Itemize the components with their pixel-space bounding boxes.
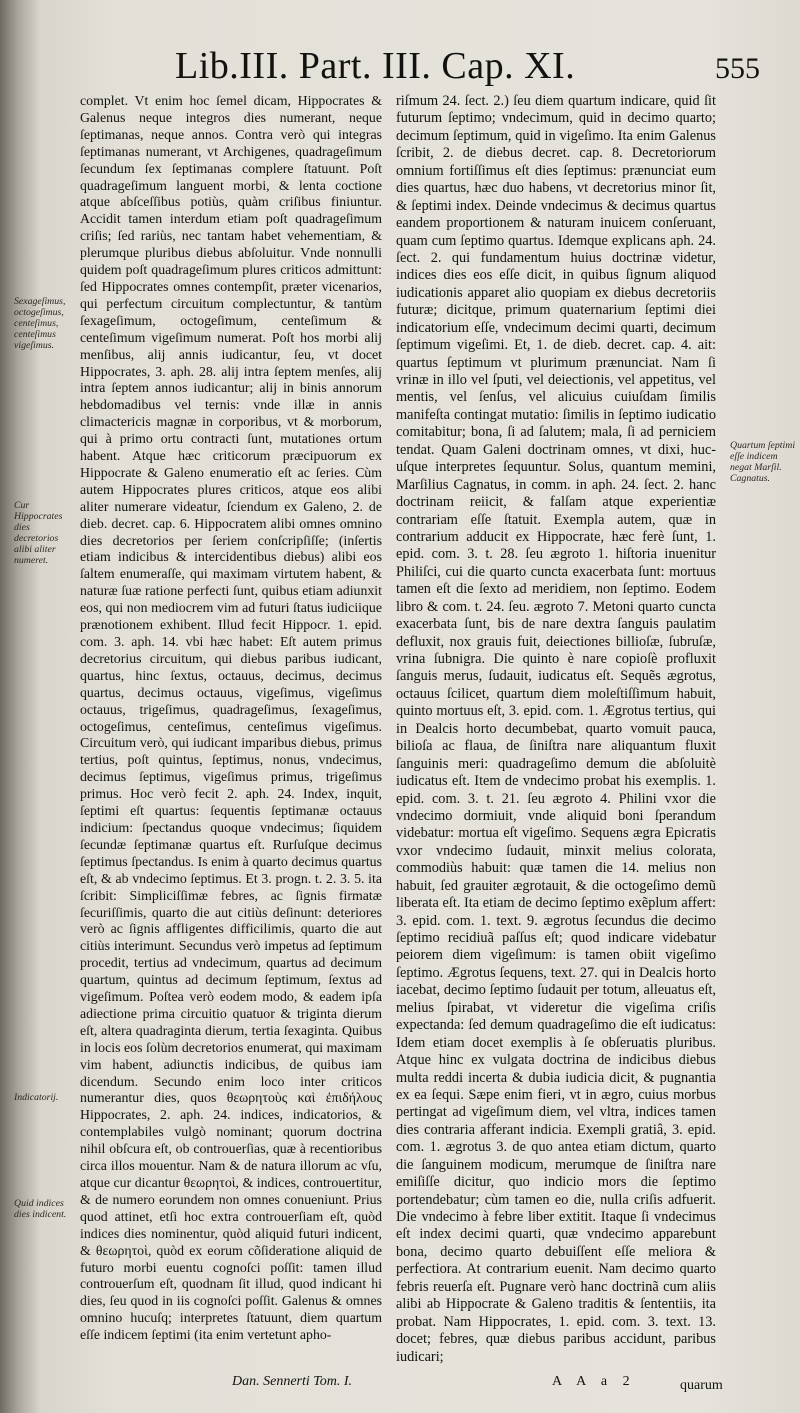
- right-column-text: riſmum 24. ſect. 2.) ſeu diem quartum indicare, quid ſit futurum ſeptimo; vndecimum, quid in decimo quarto; decimum ſeptimum, quid in vigeſimo. Ita enim Galenus ſcribit, 2. de diebus decret. cap. 8. Decretoriorum omnium fortiſſimus eſt dies ſeptimus: prænunciat eum dies quartus, hæc duo habens, vt decretorius minor ſit, & ſeptimi index. Deinde vndecimus & decimus quartus eandem proportionem & naturam inuicem conſeruant, quam cum ſeptimo quartus. Idemque explicans aph. 24. ſect. 2. qui fundamentum huius doctrinæ videtur, indices dies eos eſſe dicit, in quibus ſignum aliquod iudicationis apparet alio quopiam ex diebus decretoriis futuræ; dicitque, primum quaternarium ſeptimi diei indicatorium eſſe, vndecimum decimi quarti, decimum ſeptimum vigeſimi. Et, 1. de dieb. decret. cap. 4. ait: quartus ſeptimum vt plurimum prænunciat. Nam ſi vrinæ in illo vel ſputi, vel deiectionis, vel appetitus, vel mentis, vel ſenſus, vel alicuius cuiuſdam ſimilis manifeſta contingat mutatio: ſimilis in ſeptimo iudicatio comitabitur; bona, ſi ad ſalutem; mala, ſi ad perniciem tendat. Quam Galeni doctrinam omnes, vt dixi, huc-uſque interpretes ſequuntur. Solus, quantum memini, Marſilius Cagnatus, in comm. in aph. 24. ſect. 2. hanc doctrinam reiicit, & falſam atque experientiæ contrariam eſſe ſtatuit. Exempla autem, quæ in contrarium adducit ex Hippocrate, hæc ferè ſunt, 1. epid. com. 3. t. 28. ſeu ægroto 1. hiſtoria inuenitur Philiſci, cui die quarto cuncta exacerbata ſunt: mortuus tamen eſt die ſexto ad meridiem, non ſeptimo. Eodem libro & com. t. 24. ſeu. ægroto 7. Metoni quarto cuncta exacerbata ſunt, bis de nare dextra ſanguis paulatim defluxit, nox grauis fuit, deiectiones billioſæ, ſubruſæ, vrina ſubnigra. Die quinto è nare copioſè profluxit ſanguis merus, ſudauit, iudicatus eſt. Sequẽs ægrotus, octauus ſcilicet, quartum diem moleſtiſſimum habuit, quinto mortuus eſt, 3. epid. com. 1. Ægrotus tertius, qui in Dealcis horto decumbebat, quarto vomuit pauca, bilioſa ac flaua, de ſiniſtra nare aliquantum fluxit ſanguinis meri: quadrageſimo demum die abſoluitè iudicatus eſt. Item de vndecimo probat his exemplis. 1. epid. com. 3. t. 21. ſeu ægroto 4. Philini vxor die vndecimo dormiuit, vnde aliquid boni ſperandum videbatur: mortua eſt vigeſimo. Sequens ægra Epicratis vxor vndecimo ſudauit, minxit melius colorata, commodiùs habuit: quæ tamen die 14. melius non habuit, ſed grauiter ægrotauit, & die octogeſimo demũ liberata eſt. Ita etiam de decimo ſeptimo exẽplum affert: 3. epid. com. 1. text. 9. ægrotus ſecundus die decimo ſeptimo recidiuã paſſus eſt; quod indicare videbatur peiorem diem vigeſimum: is tamen obiit vigeſimo ſeptimo. Ægrotus ſequens, text. 27. qui in Dealcis horto iacebat, decimo ſeptimo ſudauit per totum, alleuatus eſt, melius ſpirabat, vt videretur die vigeſima criſis expectanda: ſed demum quadrageſimo die eſt iudicatus: Idem etiam docet exemplis à ſe obſeruatis pluribus. Atque hinc ex vulgata doctrina de indicibus diebus multa reddi incerta & dubia iudicia dicit, & pugnantia ex ea ſequi. Sæpe enim fieri, vt in ægro, cuius morbus pertingat ad vigeſimum diem, vel vltra, indices tamen dies contraria afferant indicia. Exempli gratiâ, 3. epid. com. 1. ægrotus 3. de quo antea etiam dictum, quarto die ſanguinem modicum, merumque de ſiniſtra nare emiſiſſe dicitur, quo indicio mors die ſeptimo portendebatur; cùm tamen eo die, nulla criſis adfuerit. Die vndecimo à febre liber extitit. Itaque ſi vndecimus eſt index decimi quarti, quæ vndecimo apparebunt bona, decimo quarto debuiſſent eſſe meliora & perfectiora. At contrarium euenit. Nam decimo quarto febris reuerſa eſt. Pugnare verò hanc doctrinã cum aliis alibi ab Hippocrate & Galeno traditis & ſententiis, ita probat. Nam Hippocrates, 1. epid. com. 3. text. 13. docet; febres, quæ diebus paribus accidunt, paribus iudicari;: [396, 93, 716, 1365]
- page-header: [150, 44, 790, 90]
- margin-note-left-4: Quid indices dies indicent.: [14, 1198, 67, 1220]
- margin-note-left-2: Cur Hippocrates dies decretorios alibi aliter numeret.: [14, 500, 63, 566]
- left-text-column: [80, 93, 382, 1344]
- left-column-text: complet. Vt enim hoc ſemel dicam, Hippocrates & Galenus neque integros dies numerant, neque ſeptimanas, neque annos. Contra verò qui integras ſeptimanas numerant, vt Archigenes, quadrageſimum ſecundum ſex ſeptimanas complere ſtatuunt. Poſt quadrageſimum languent morbi, & lenta coctione atque abſceſſibus potiùs, quàm criſibus finiuntur. Accidit tamen interdum etiam poſt quadrageſimum criſis; ſed rariùs, nec tantam habet vehementiam, & plerumque pluribus diebus abſoluitur. Vnde nonnulli quidem poſt quadrageſimum plures criticos admittunt: ſed Hippocrates omnes contempſit, præter vicenarios, qui perfectum circuitum complectuntur, & tantùm ſexageſimum, octogeſimum, centeſimum & centeſimum vigeſimum numerat. Poſt hos morbi alij menſibus, alij annis iudicantur, ſeu, vt docet Hippocrates, 3. aph. 28. alij intra ſeptem menſes, alij intra ſeptem annos iudicantur; alij in binis annorum hebdomadibus vel ternis: vnde illæ in annis climactericis magnæ in corporibus, vt & morborum, qui à primo ortu contracti ſunt, mutationes ortum habent. Atque hæc criticorum præcipuorum ex Hippocrate & Galeno enumeratio eſt ac ſeries. Cùm autem Hippocrates plures criticos, atque eos alibi aliter numerare videatur, ſciendum ex Galeno, 2. de dieb. decret. cap. 6. Hippocratem alibi omnes omnino dies decretorios per ſeriem conſcripſiſſe; (inſertis etiam indicibus & intercidentibus diebus) alibi eos ſaltem enumeraſſe, qui maximam virtutem habent, & naturæ ſuæ ratione perfecti ſunt, quibus etiam adiunxit eos, qui non mediocrem vim ad futuri ſtatus iudiciique prænotionem exhibent. Illud fecit Hippocr. 1. epid. com. 3. aph. 14. vbi hæc habet: Eſt autem primus decretorius circuitum, qui diebus paribus iudicant, quartus, hinc ſextus, octauus, decimus, decimus quartus, decimus octauus, vigeſimus, vigeſimus octauus, trigeſimus, quadrageſimus, ſexageſimus, octogeſimus, centeſimus, centeſimus vigeſimus. Circuitum verò, qui iudicant imparibus diebus, primus tertius, poſt quintus, ſeptimus, nonus, vndecimus, decimus ſeptimus, vigeſimus primus, trigeſimus primus. Hoc verò fecit 2. aph. 24. Index, inquit, ſeptimi eſt quartus: ſequentis ſeptimanæ octauus indicium: ſpectandus quoque vndecimus; ſiquidem ſecundæ ſeptimanæ quartus eſt. Rurſuſque decimus ſeptimus ſpectandus. Is enim à quarto decimus quartus eſt, & ab vndecimo ſeptimus. Et 3. progn. t. 2. 3. 5. ita ſcribit: Simpliciſſimæ febres, ac ſignis firmatæ ſecuriſſimis, quarto die aut citiùs deſinunt: deteriores verò ac ſignis affligentes difficilimis, quarto die aut citiùs interimunt. Secundus verò impetus ad ſeptimum procedit, tertius ad vndecimum, quartus ad decimum quartum, quintus ad decimum ſeptimum, ſextus ad vigeſimum. Poſtea verò eodem modo, & eadem ipſa adiectione prima circuitio quatuor & triginta dierum eſt, altera quadraginta dierum, tertia ſexaginta. Quibus in locis eos ſolùm decretorios enumerat, qui maximam vim habent, adiunctis indicibus, de quibus iam dicendum. Secundo enim loco inter criticos numerantur dies, quos θεωρητοὺς καὶ ἐπιδήλους Hippocrates, 2. aph. 24. indices, indicatorios, & contemplabiles vulgò nominant; quorum doctrina nihil obſcura eſt, ob controuerſias, quæ à recentioribus circa illos mouentur. Nam & de natura illorum ac vſu, atque cur dicantur θεωρητοὶ, & indices, controuertitur, & de numero eorundem non omnes conueniunt. Prius quod attinet, etſi hoc extra controuerſiam eſt, quòd indices dies nominentur, quòd aliquid futuri indicent, & θεωρητοὶ, quòd ex eorum cõſideratione aliquid de futuro morbi euentu cognoſci poſſit: tamen illud controuerſum eſt, quodnam ſit illud, quod indicant hi dies, ſeu quod in iis cognoſci poſſit. Galenus & omnes omnino hucuſq; interpretes ſtatuunt, diem quartum eſſe indicem ſeptimi (ita enim vertetunt apho-: [80, 93, 382, 1343]
- margin-note-left-1: Sexageſimus, octogeſimus, centeſimus, centeſimus vigeſimus.: [14, 296, 66, 351]
- margin-note-left-3: Indicatorij.: [14, 1092, 59, 1103]
- page-number: 555: [715, 52, 760, 85]
- footer-catchword: quarum: [680, 1378, 723, 1393]
- running-head: Lib.III. Part. III. Cap. XI.: [175, 45, 576, 87]
- footer-signature: A A a 2: [552, 1374, 630, 1389]
- footer-running-title: Dan. Sennerti Tom. I.: [232, 1374, 353, 1389]
- margin-note-right-1: Quartum ſeptimi eſſe indicem negat Marſil. Cagnatus.: [730, 440, 796, 484]
- right-text-column: [396, 93, 716, 1366]
